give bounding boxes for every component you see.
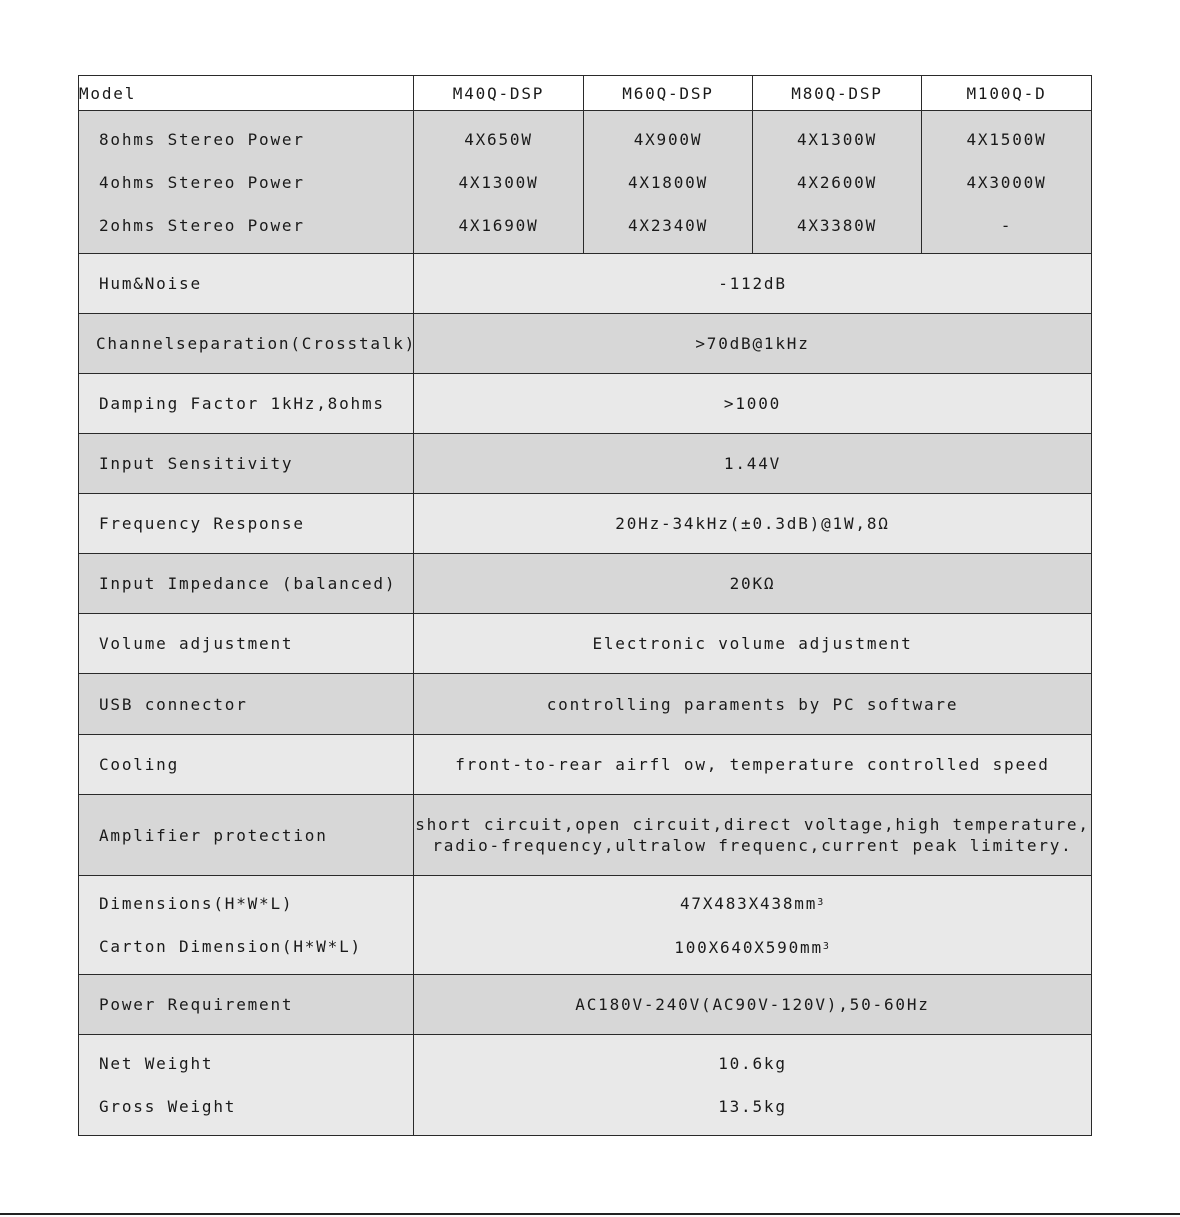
power-value: 4X900W bbox=[633, 129, 703, 149]
power-label-4ohms: 4ohms Stereo Power bbox=[99, 172, 305, 192]
power-values-m80q bbox=[753, 111, 922, 254]
header-row bbox=[79, 76, 1092, 111]
power-value: 4X2340W bbox=[627, 215, 709, 235]
spec-row-frequency-response bbox=[79, 494, 1092, 554]
spec-row-input-impedance bbox=[79, 554, 1092, 614]
spec-row-crosstalk bbox=[79, 314, 1092, 374]
unit-superscript: 3 bbox=[822, 941, 831, 952]
spec-value: Electronic volume adjustment bbox=[414, 614, 1092, 674]
dimension-value: 47X483X438mm bbox=[679, 894, 818, 913]
spec-row-input-sensitivity bbox=[79, 434, 1092, 494]
model-header: Model bbox=[79, 76, 414, 111]
spec-value: front-to-rear airfl ow, temperature controlled speed bbox=[414, 735, 1092, 795]
weight-row bbox=[79, 1035, 1092, 1136]
carton-dimension-label: Carton Dimension(H*W*L) bbox=[99, 937, 362, 956]
model-name-m40q: M40Q-DSP bbox=[414, 76, 584, 111]
gross-weight-label: Gross Weight bbox=[99, 1097, 237, 1116]
spec-label: Amplifier protection bbox=[79, 795, 414, 876]
spec-value: AC180V-240V(AC90V-120V),50-60Hz bbox=[414, 975, 1092, 1035]
spec-label: Power Requirement bbox=[79, 975, 414, 1035]
power-row bbox=[79, 111, 1092, 254]
protection-values bbox=[414, 795, 1092, 876]
power-values-m40q bbox=[414, 111, 584, 254]
weight-values bbox=[414, 1035, 1092, 1136]
spec-row-cooling bbox=[79, 735, 1092, 795]
spec-value: >70dB@1kHz bbox=[414, 314, 1092, 374]
unit-superscript: 3 bbox=[817, 897, 826, 908]
power-label-2ohms: 2ohms Stereo Power bbox=[99, 215, 305, 235]
dimension-value-line bbox=[414, 881, 1091, 925]
power-value: 4X1500W bbox=[966, 129, 1047, 149]
spec-label: Volume adjustment bbox=[79, 614, 414, 674]
protection-line: short circuit,open circuit,direct voltage,high temperature, bbox=[415, 815, 1090, 834]
spec-row-protection bbox=[79, 795, 1092, 876]
power-requirement-row bbox=[79, 975, 1092, 1035]
net-weight-value: 10.6kg bbox=[718, 1054, 787, 1073]
power-value: 4X3380W bbox=[796, 215, 878, 235]
power-value: 4X1690W bbox=[458, 215, 539, 235]
power-value: 4X3000W bbox=[966, 172, 1047, 192]
power-values-m100q bbox=[922, 111, 1092, 254]
dimension-label: Dimensions(H*W*L) bbox=[99, 894, 294, 913]
power-value: 4X1300W bbox=[458, 172, 539, 192]
model-name-m100q: M100Q-D bbox=[922, 76, 1092, 111]
weight-labels bbox=[79, 1035, 414, 1136]
power-value: 4X2600W bbox=[796, 172, 878, 192]
spec-label: Hum&Noise bbox=[79, 254, 414, 314]
protection-line: radio-frequency,ultralow frequenc,current peak limitery. bbox=[432, 836, 1073, 855]
dimensions-row bbox=[79, 876, 1092, 975]
net-weight-label: Net Weight bbox=[99, 1054, 214, 1073]
spec-value: 20KΩ bbox=[414, 554, 1092, 614]
power-value: - bbox=[1000, 215, 1013, 235]
spec-label: Frequency Response bbox=[79, 494, 414, 554]
spec-label: Damping Factor 1kHz,8ohms bbox=[79, 374, 414, 434]
spec-label: Cooling bbox=[79, 735, 414, 795]
spec-value: >1000 bbox=[414, 374, 1092, 434]
power-value: 4X650W bbox=[464, 129, 533, 149]
dimension-labels bbox=[79, 876, 414, 975]
spec-label: Input Impedance (balanced) bbox=[79, 554, 414, 614]
spec-row-hum-noise bbox=[79, 254, 1092, 314]
gross-weight-value: 13.5kg bbox=[718, 1097, 787, 1116]
power-labels bbox=[79, 111, 414, 254]
spec-value: controlling paraments by PC software bbox=[414, 674, 1092, 735]
bottom-rule bbox=[0, 1213, 1180, 1215]
model-name-m60q: M60Q-DSP bbox=[584, 76, 753, 111]
spec-value: -112dB bbox=[414, 254, 1092, 314]
spec-row-damping bbox=[79, 374, 1092, 434]
spec-label: Input Sensitivity bbox=[79, 434, 414, 494]
spec-row-usb bbox=[79, 674, 1092, 735]
spec-row-volume bbox=[79, 614, 1092, 674]
power-value: 4X1800W bbox=[627, 172, 709, 192]
spec-table bbox=[78, 75, 1092, 1136]
carton-dimension-value: 100X640X590mm bbox=[674, 938, 823, 957]
power-label-8ohms: 8ohms Stereo Power bbox=[99, 129, 305, 149]
power-values-m60q bbox=[584, 111, 753, 254]
spec-label: Channelseparation(Crosstalk) bbox=[79, 314, 414, 374]
spec-value: 20Hz-34kHz(±0.3dB)@1W,8Ω bbox=[414, 494, 1092, 554]
model-name-m80q: M80Q-DSP bbox=[753, 76, 922, 111]
spec-value: 1.44V bbox=[414, 434, 1092, 494]
carton-dimension-value-line bbox=[414, 925, 1091, 969]
spec-label: USB connector bbox=[79, 674, 414, 735]
dimension-values bbox=[414, 876, 1092, 975]
power-value: 4X1300W bbox=[796, 129, 878, 149]
